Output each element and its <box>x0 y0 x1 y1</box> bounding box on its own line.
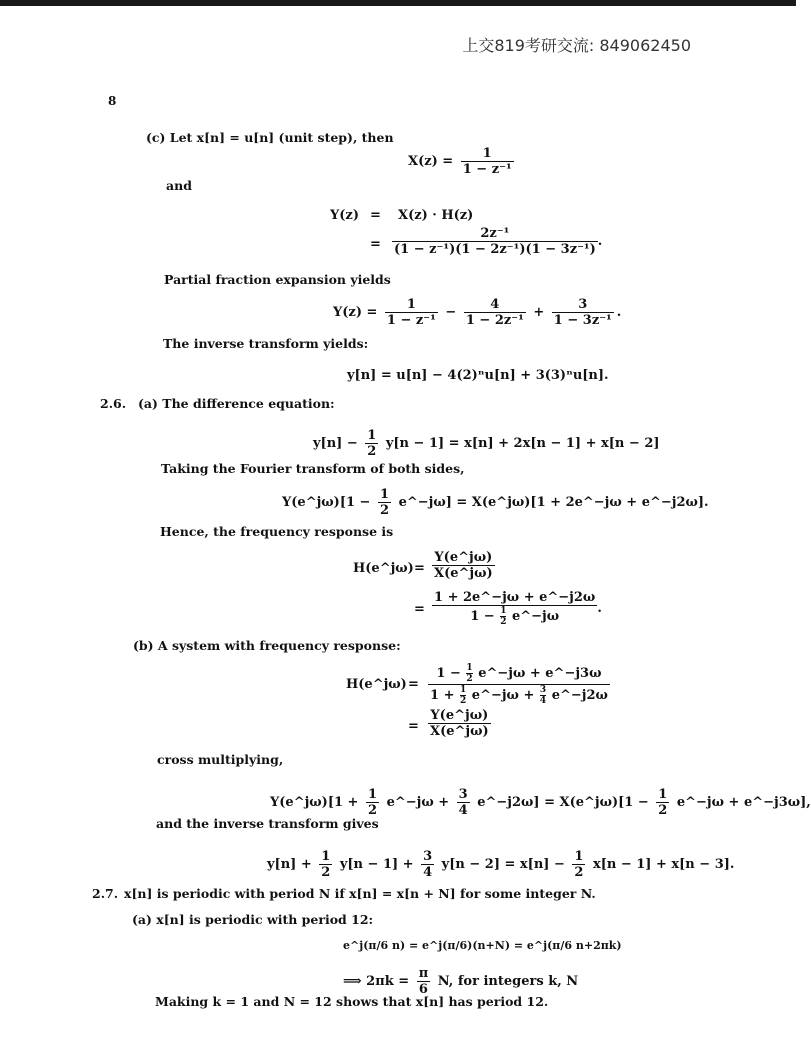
h-fraction2: 1 + 2e^−jω + e^−j2ω 1 − $\frac{1}{2}$ e^−jω . <box>434 590 602 627</box>
yz-fraction: $\frac{\text{2z⁻¹}}{\text{(1 − z⁻¹)(1 − 2z⁻¹)(1 − 3z⁻¹)}}$ . <box>394 226 603 257</box>
diff-half <box>365 428 378 459</box>
hb-eq1: = <box>408 677 419 692</box>
hb-den <box>428 685 610 706</box>
it-f2-num: 3 <box>423 849 433 864</box>
hb-lhs: H(e^jω) <box>346 677 407 692</box>
it-f2 <box>421 849 434 880</box>
pf-term2 <box>464 297 526 328</box>
h-lhs: H(e^jω) <box>353 561 414 576</box>
pf-t2-den: 1 − 2z⁻¹ <box>465 313 524 328</box>
pf-t2-num: 4 <box>464 297 526 313</box>
c-intro: (c) Let x[n] = u[n] (unit step), then <box>146 130 394 145</box>
implies-equation <box>343 966 578 997</box>
exp-line: e^j(π/6 n) = e^j(π/6)(n+N) = e^j(π/6 n+2πk) <box>343 939 622 952</box>
it-f2-den: 4 <box>423 865 433 880</box>
implies-b: N, for integers k, N <box>437 974 579 989</box>
h-den1: X(e^jω) <box>434 566 493 581</box>
it-b: y[n − 1] + <box>339 857 414 872</box>
ft-lhs: Y(e^jω)[1 − <box>282 495 371 510</box>
inverse-equation <box>267 849 734 880</box>
xz-den: 1 − z⁻¹ <box>462 162 512 177</box>
pf-term1 <box>385 297 438 328</box>
hb-den2: X(e^jω) <box>430 724 489 739</box>
h-den2 <box>432 606 597 627</box>
ft-rhs: e^−jω] = X(e^jω)[1 + 2e^−jω + e^−j2ω]. <box>398 495 709 510</box>
hb-den-c: e^−j2ω <box>551 688 608 703</box>
h-den2-half-num: 1 <box>500 606 507 616</box>
hb-den-a: 1 + <box>430 688 455 703</box>
c-result: y[n] = u[n] − 4(2)ⁿu[n] + 3(3)ⁿu[n]. <box>347 368 609 383</box>
hb-den-threequarter <box>540 685 546 706</box>
pf-lhs: Y(z) = <box>333 305 378 320</box>
cm-b: e^−jω + <box>386 795 450 810</box>
xz-fraction <box>461 146 514 177</box>
it-d: x[n − 1] + x[n − 3]. <box>592 857 735 872</box>
cm-c: e^−j2ω] = X(e^jω)[1 − <box>477 795 649 810</box>
section-26-heading: 2.6. <box>100 396 127 411</box>
pf-t3-den: 1 − 3z⁻¹ <box>553 313 612 328</box>
pf-t1-den: 1 − z⁻¹ <box>386 313 436 328</box>
cross-text: cross multiplying, <box>157 752 284 767</box>
it-c: y[n − 2] = x[n] − <box>441 857 565 872</box>
difference-equation <box>313 428 660 459</box>
section-27-intro: x[n] is periodic with period N if x[n] = x[n + N] for some integer N. <box>124 886 596 901</box>
yz-den: (1 − z⁻¹)(1 − 2z⁻¹)(1 − 3z⁻¹) <box>394 242 596 257</box>
it-f3-den: 2 <box>574 865 584 880</box>
h-fraction1 <box>432 550 495 581</box>
hb-num-b: e^−jω + e^−j3ω <box>478 666 602 681</box>
cm-f2-den: 4 <box>458 803 468 818</box>
pf-minus: − <box>445 305 457 320</box>
hb-num-half-num: 1 <box>466 663 473 673</box>
hb-den-tq-den: 4 <box>539 696 547 706</box>
it-f3-num: 1 <box>574 849 584 864</box>
yz-rhs1: X(z) · H(z) <box>398 208 474 223</box>
hb-num2: Y(e^jω) <box>428 708 491 724</box>
h-den2-b: e^−jω <box>511 609 560 624</box>
yz-lhs: Y(z) <box>330 208 359 223</box>
h-eq2: = <box>414 602 425 617</box>
xz-equation <box>408 146 517 177</box>
cm-f3 <box>656 787 669 818</box>
h-num1: Y(e^jω) <box>432 550 495 566</box>
cm-f1-den: 2 <box>367 803 378 818</box>
pf-t3-num: 3 <box>552 297 614 313</box>
diff-lhs: y[n] − <box>313 436 358 451</box>
yz-eq1: = <box>370 208 381 223</box>
fourier-text: Taking the Fourier transform of both sides, <box>161 461 465 476</box>
ft-half <box>378 487 391 518</box>
cm-a: Y(e^jω)[1 + <box>270 795 359 810</box>
it-f1 <box>319 849 332 880</box>
cm-f3-den: 2 <box>658 803 668 818</box>
h-den2-half-den: 2 <box>500 617 507 627</box>
hb-den-half-den: 2 <box>460 696 467 706</box>
implies-a: ⟹ 2πk = <box>343 974 410 989</box>
hb-num-half-den: 2 <box>466 674 473 684</box>
section-26-part-a: (a) The difference equation: <box>138 396 335 411</box>
implies-frac-num: π <box>418 966 429 981</box>
pf-plus: + <box>533 305 545 320</box>
section-27-heading: 2.7. <box>92 886 119 901</box>
cm-f2-num: 3 <box>458 787 468 802</box>
diff-half-num: 1 <box>367 428 377 443</box>
it-f1-den: 2 <box>321 865 331 880</box>
yz-eq2: = <box>370 237 381 252</box>
h-den2-a: 1 − <box>470 609 495 624</box>
section-27-part-a: (a) x[n] is periodic with period 12: <box>132 912 374 927</box>
hb-den-half <box>460 685 466 706</box>
it-f1-num: 1 <box>321 849 331 864</box>
section-27-conclusion: Making k = 1 and N = 12 shows that x[n] has period 12. <box>155 994 549 1009</box>
inverse-text: The inverse transform yields: <box>163 336 369 351</box>
it-a: y[n] + <box>267 857 312 872</box>
c-and: and <box>166 178 192 193</box>
partial-text: Partial fraction expansion yields <box>164 272 391 287</box>
ft-half-den: 2 <box>379 503 390 518</box>
hb-num <box>428 663 610 685</box>
h-den2-half <box>500 606 506 627</box>
implies-frac-den: 6 <box>418 982 428 997</box>
diff-half-den: 2 <box>367 444 377 459</box>
cm-f1-num: 1 <box>367 787 378 802</box>
xz-lhs: X(z) = <box>408 154 454 169</box>
diff-rhs: y[n − 1] = x[n] + 2x[n − 1] + x[n − 2] <box>385 436 660 451</box>
cm-d: e^−jω + e^−j3ω], <box>676 795 811 810</box>
pf-term3 <box>552 297 614 328</box>
hb-den-b: e^−jω + <box>471 688 535 703</box>
inverse-gives-text: and the inverse transform gives <box>156 816 379 831</box>
hb-fraction2 <box>428 708 491 739</box>
hb-num-half <box>466 663 472 684</box>
pf-t1-num: 1 <box>385 297 438 313</box>
hence-text: Hence, the frequency response is <box>160 524 394 539</box>
implies-frac <box>417 966 431 997</box>
h-num2: 1 + 2e^−jω + e^−j2ω <box>434 590 596 605</box>
section-26-part-b: (b) A system with frequency response: <box>133 638 401 653</box>
fourier-equation <box>282 487 709 518</box>
hb-den-half-num: 1 <box>460 685 467 695</box>
cm-f1 <box>366 787 379 818</box>
ft-half-num: 1 <box>379 487 390 502</box>
partial-fraction-equation: Y(z) = $\frac{1}{\text{1 − z⁻¹}}$ − $\frac{4}{\text{1 − 2z⁻¹}}$ + $\frac{3}{\text{1 − 3z⁻¹}}$ . <box>333 297 622 328</box>
scan-top-edge <box>0 0 796 6</box>
yz-num: 2z⁻¹ <box>392 226 598 242</box>
hb-den-tq-num: 3 <box>539 685 547 695</box>
page-number: 8 <box>108 94 117 108</box>
hb-num-a: 1 − <box>436 666 461 681</box>
cm-f2 <box>457 787 470 818</box>
cm-f3-num: 1 <box>658 787 668 802</box>
it-f3 <box>572 849 585 880</box>
xz-num: 1 <box>461 146 514 162</box>
hb-eq2: = <box>408 719 419 734</box>
cross-equation <box>270 787 811 818</box>
hb-fraction1 <box>428 663 610 706</box>
watermark-text: 上交819考研交流: 849062450 <box>462 36 691 55</box>
h-eq1: = <box>414 561 425 576</box>
